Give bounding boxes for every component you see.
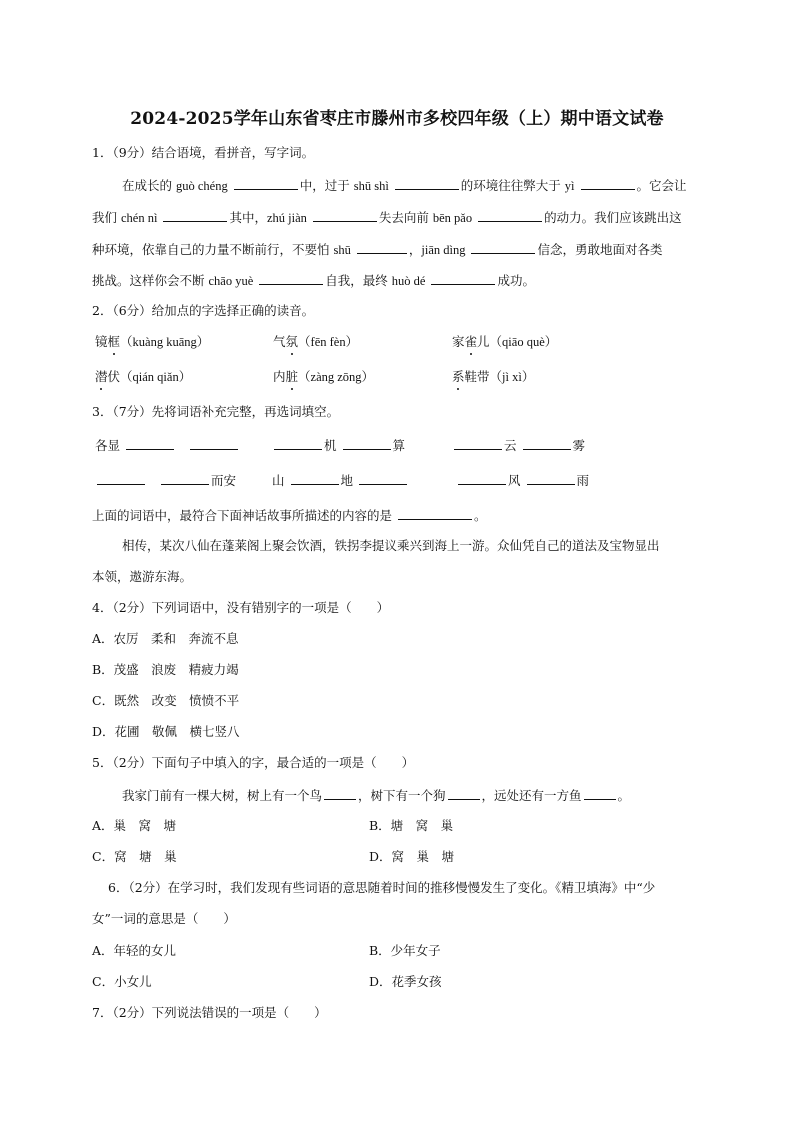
q4-option-a[interactable]: A．农厉 柔和 奔流不息	[92, 631, 239, 646]
q2-item	[452, 333, 557, 351]
pinyin: chén nì	[121, 211, 158, 225]
q3-heading: 3．（7分）先将词语补充完整，再选词填空。	[92, 404, 340, 419]
q1-line-3	[92, 240, 662, 259]
q5-sentence	[122, 786, 630, 805]
text: 的动力。我们应该跳出这	[544, 210, 682, 225]
text: ，树下有一个狗	[358, 788, 446, 803]
q2-item	[273, 368, 374, 386]
answer-blank[interactable]	[359, 471, 407, 485]
dotted-char: 雀	[464, 334, 478, 349]
pinyin-options: （qián qiǎn）	[120, 370, 192, 384]
pinyin: chāo yuè	[208, 274, 254, 288]
q7-heading: 7．（2分）下列说法错误的一项是（ ）	[92, 1005, 327, 1020]
text: 我们	[92, 210, 118, 225]
q3-idiom	[95, 436, 240, 455]
answer-blank[interactable]	[190, 436, 238, 450]
pinyin: zhú jiàn	[266, 211, 307, 225]
answer-blank[interactable]	[313, 208, 377, 222]
q3-passage-line-1: 相传，某次八仙在蓬莱阁上聚会饮酒，铁拐李提议乘兴到海上一游。众仙凭自己的道法及宝物显出	[122, 538, 660, 553]
pinyin: yì	[564, 179, 575, 193]
q4-option-b[interactable]: B．茂盛 浪废 精疲力竭	[92, 662, 239, 677]
q5-option-a[interactable]: A．巢 窝 塘	[92, 818, 177, 833]
q5-option-d[interactable]: D．窝 巢 塘	[369, 849, 455, 864]
q1-line-4	[92, 271, 535, 290]
q3-passage-line-2: 本领，遨游东海。	[92, 569, 193, 584]
text: 自我，最终	[325, 273, 388, 288]
q5-heading: 5．（2分）下面句子中填入的字，最合适的一项是（ ）	[92, 755, 415, 770]
q3-question	[92, 506, 487, 525]
text: 雨	[576, 473, 590, 488]
q2-item	[273, 333, 358, 351]
answer-blank[interactable]	[431, 271, 495, 285]
text: 气	[273, 334, 286, 349]
text: 伏	[107, 369, 121, 384]
q4-option-d[interactable]: D．花圃 敬佩 横七竖八	[92, 724, 240, 739]
q2-item	[452, 368, 534, 386]
text: 挑战。这样你会不断	[92, 273, 205, 288]
answer-blank[interactable]	[471, 240, 535, 254]
text: 我家门前有一棵大树，树上有一个鸟	[122, 788, 323, 803]
answer-blank[interactable]	[454, 436, 502, 450]
text: 而安	[210, 473, 236, 488]
q6-option-a[interactable]: A．年轻的女儿	[92, 943, 177, 958]
q2-heading: 2．（6分）给加点的字选择正确的读音。	[92, 303, 315, 318]
answer-blank[interactable]	[234, 176, 298, 190]
text: 家	[452, 334, 465, 349]
q6-heading-line-2: 女”一词的意思是（ ）	[92, 911, 236, 926]
pinyin: bēn pǎo	[432, 211, 473, 225]
q3-idiom	[452, 436, 585, 455]
q4-heading: 4．（2分）下列词语中，没有错别字的一项是（ ）	[92, 600, 390, 615]
answer-blank[interactable]	[478, 208, 542, 222]
answer-blank[interactable]	[395, 176, 459, 190]
text: 雾	[572, 438, 586, 453]
pinyin-options: （fēn fèn）	[298, 335, 359, 349]
q3-idiom	[272, 471, 409, 490]
answer-blank[interactable]	[523, 436, 571, 450]
q5-option-c[interactable]: C．窝 塘 巢	[92, 849, 177, 864]
text: 各显	[95, 438, 121, 453]
pinyin: shū shì	[353, 179, 389, 193]
q6-heading-line-1: 6．（2分）在学习时，我们发现有些词语的意思随着时间的推移慢慢发生了变化。《精卫填海》中“少	[108, 880, 656, 895]
q3-idiom	[95, 471, 236, 490]
text: 鞋带	[464, 369, 490, 384]
text: 。它会让	[636, 178, 687, 193]
pinyin: huò dé	[391, 274, 426, 288]
dotted-char: 潜	[95, 369, 108, 384]
pinyin: jiān dìng	[421, 243, 466, 257]
answer-blank[interactable]	[343, 436, 391, 450]
text: 中，过于	[299, 178, 350, 193]
text: 失去向前	[378, 210, 429, 225]
text: 山	[272, 473, 285, 488]
text: 地	[340, 473, 354, 488]
pinyin: guò chéng	[176, 179, 228, 193]
answer-blank[interactable]	[291, 471, 339, 485]
answer-blank[interactable]	[97, 471, 145, 485]
dotted-char: 脏	[285, 369, 299, 384]
q3-idiom	[272, 436, 405, 455]
q6-option-b[interactable]: B．少年女子	[369, 943, 441, 958]
text: 风	[508, 473, 521, 488]
text: 的环境往往弊大于	[460, 178, 561, 193]
q4-option-c[interactable]: C．既然 改变 愤愤不平	[92, 693, 240, 708]
answer-blank[interactable]	[259, 271, 323, 285]
answer-blank[interactable]	[458, 471, 506, 485]
text: 内	[273, 369, 286, 384]
dotted-char: 系	[452, 369, 465, 384]
q6-option-c[interactable]: C．小女儿	[92, 974, 152, 989]
text: 机	[324, 438, 337, 453]
text: 成功。	[497, 273, 535, 288]
text: 儿	[477, 334, 490, 349]
answer-blank[interactable]	[163, 208, 227, 222]
answer-blank[interactable]	[324, 786, 356, 800]
pinyin-options: （kuàng kuāng）	[120, 335, 210, 349]
text: 其中，	[229, 210, 267, 225]
pinyin: shū	[333, 243, 351, 257]
text: 信念，勇敢地面对各类	[537, 242, 663, 257]
page-title: 2024-2025学年山东省枣庄市滕州市多校四年级（上）期中语文试卷	[130, 109, 664, 129]
pinyin-options: （zàng zōng）	[298, 370, 375, 384]
text: 种环境，依靠自己的力量不断前行，不要怕	[92, 242, 330, 257]
q3-idiom	[456, 471, 589, 490]
text: 云	[504, 438, 517, 453]
text: 。	[617, 788, 631, 803]
pinyin-options: （qiāo què）	[489, 335, 558, 349]
q1-line-2	[92, 208, 682, 227]
q1-line-1	[122, 176, 687, 195]
dotted-char: 框	[107, 334, 121, 349]
dotted-char: 氛	[285, 334, 299, 349]
text: 。	[474, 508, 487, 523]
answer-blank[interactable]	[357, 240, 407, 254]
q1-heading: 1．（9分）结合语境，看拼音，写字词。	[92, 145, 315, 160]
answer-blank[interactable]	[581, 176, 635, 190]
q2-item	[95, 333, 209, 351]
text: 算	[392, 438, 406, 453]
q6-option-d[interactable]: D．花季女孩	[369, 974, 442, 989]
answer-blank[interactable]	[126, 436, 174, 450]
answer-blank[interactable]	[448, 786, 480, 800]
text: ，	[408, 242, 422, 257]
answer-blank[interactable]	[274, 436, 322, 450]
text: 上面的词语中，最符合下面神话故事所描述的内容的是	[92, 508, 393, 523]
answer-blank[interactable]	[398, 506, 472, 520]
q2-item	[95, 368, 191, 386]
answer-blank[interactable]	[161, 471, 209, 485]
answer-blank[interactable]	[527, 471, 575, 485]
pinyin-options: （jì xì）	[489, 370, 535, 384]
text: 镜	[95, 334, 108, 349]
q5-option-b[interactable]: B．塘 窝 巢	[369, 818, 454, 833]
answer-blank[interactable]	[584, 786, 616, 800]
text: 在成长的	[122, 178, 173, 193]
text: ，远处还有一方鱼	[481, 788, 582, 803]
